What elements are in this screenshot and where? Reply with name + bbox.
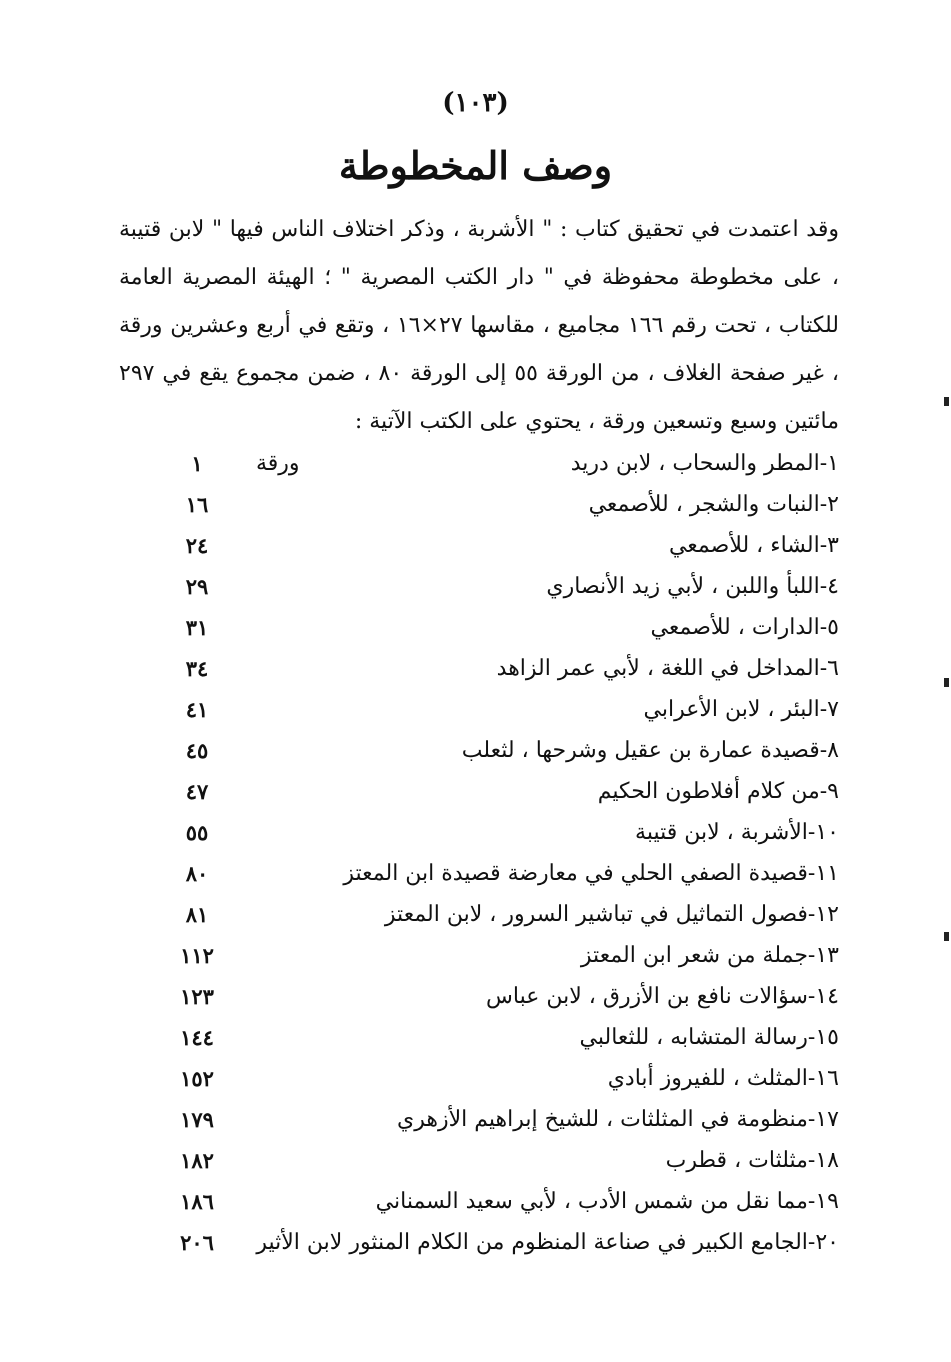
list-item-title: ٧-البئر ، لابن الأعرابي [643, 697, 839, 722]
margin-mark [944, 678, 949, 687]
list-item-title: ١٦-المثلث ، للفيروز أبادي [607, 1066, 839, 1091]
leaf-number: ١٤٤ [180, 1025, 214, 1050]
leaf-number: ١٧٩ [180, 1107, 214, 1132]
leaf-label: ورقة [256, 451, 300, 476]
list-item [119, 1099, 839, 1140]
leaf-number: ٢٠٦ [180, 1230, 214, 1255]
list-item-title: ٩-من كلام أفلاطون الحكيم [597, 779, 839, 804]
list-item-title: ٣-الشاء ، للأصمعي [668, 533, 839, 558]
leaf-number: ١٨٢ [180, 1148, 214, 1173]
leaf-number: ١١٢ [180, 943, 214, 968]
margin-mark [944, 932, 949, 941]
list-item [119, 648, 839, 689]
intro-paragraph-block [119, 206, 839, 446]
list-item [119, 853, 839, 894]
list-item [119, 525, 839, 566]
list-item [119, 1058, 839, 1099]
leaf-number: ١٥٢ [180, 1066, 214, 1091]
list-item-title: ٦-المداخل في اللغة ، لأبي عمر الزاهد [496, 656, 839, 681]
leaf-number: ٤١ [185, 697, 209, 722]
list-item-title: ١٨-مثلثات ، قطرب [665, 1148, 839, 1173]
list-item [119, 1017, 839, 1058]
leaf-number: ٥٥ [185, 820, 209, 845]
leaf-number: ٨١ [185, 902, 209, 927]
contents-list [119, 443, 839, 1263]
list-item-title: ١٢-فصول التماثيل في تباشير السرور ، لابن المعتز [384, 902, 839, 927]
list-item-title: ٨-قصيدة عمارة بن عقيل وشرحها ، لثعلب [461, 738, 839, 763]
list-item [119, 607, 839, 648]
margin-mark [944, 397, 949, 406]
list-item [119, 1140, 839, 1181]
list-item [119, 730, 839, 771]
leaf-number: ٤٧ [185, 779, 209, 804]
list-item-title: ٢-النبات والشجر ، للأصمعي [588, 492, 839, 517]
page-title: وصف المخطوطة [338, 143, 613, 188]
list-item-title: ١٩-مما نقل من شمس الأدب ، لأبي سعيد السمناني [375, 1189, 839, 1214]
page-number: (١٠٣) [442, 88, 509, 118]
list-item [119, 566, 839, 607]
list-item [119, 771, 839, 812]
list-item [119, 894, 839, 935]
list-item [119, 976, 839, 1017]
leaf-number: ٢٤ [185, 533, 209, 558]
list-item [119, 935, 839, 976]
leaf-number: ١ [191, 451, 203, 476]
list-item [119, 1181, 839, 1222]
list-item [119, 1222, 839, 1263]
list-item-title: ١٠-الأشربة ، لابن قتيبة [635, 820, 839, 845]
list-item-title: ١٥-رسالة المتشابه ، للثعالبي [579, 1025, 839, 1050]
list-item-title: ١١-قصيدة الصفي الحلي في معارضة قصيدة ابن المعتز [343, 861, 839, 886]
leaf-number: ٢٩ [185, 574, 209, 599]
list-item-title: ١-المطر والسحاب ، لابن دريد [570, 451, 839, 476]
list-item-title: ١٤-سؤالات نافع بن الأزرق ، لابن عباس [486, 984, 839, 1009]
list-item-title: ٥-الدارات ، للأصمعي [650, 615, 839, 640]
list-item [119, 689, 839, 730]
list-item-title: ٢٠-الجامع الكبير في صناعة المنظوم من الكلام المنثور لابن الأثير [256, 1230, 839, 1255]
leaf-number: ٨٠ [185, 861, 209, 886]
leaf-number: ٣٤ [185, 656, 209, 681]
list-item [119, 443, 839, 484]
list-item [119, 484, 839, 525]
leaf-number: ١٦ [185, 492, 209, 517]
intro-paragraph: وقد اعتمدت في تحقيق كتاب : " الأشربة ، وذكر اختلاف الناس فيها " لابن قتيبة ، على مخطوطة محفوظة في " دار الكتب المصرية " ؛ الهيئة المصرية العامة للكتاب ، تحت رقم ١٦٦ مجاميع ، مقاسها ٢٧×١٦ ، وتقع في أربع وعشرين ورقة ، غير صفحة الغلاف ، من الورقة ٥٥ إلى الورقة ٨٠ ، ضمن مجموع يقع في ٢٩٧ مائتين وسبع وتسعين ورقة ، يحتوي على الكتب الآتية : [119, 217, 840, 434]
leaf-number: ١٢٣ [180, 984, 214, 1009]
list-item-title: ١٧-منظومة في المثلثات ، للشيخ إبراهيم الأزهري [397, 1107, 839, 1132]
list-item-title: ١٣-جملة من شعر ابن المعتز [580, 943, 839, 968]
list-item-title: ٤-اللبأ واللبن ، لأبي زيد الأنصاري [546, 574, 839, 599]
leaf-number: ١٨٦ [180, 1189, 214, 1214]
leaf-number: ٣١ [185, 615, 209, 640]
leaf-number: ٤٥ [185, 738, 209, 763]
list-item [119, 812, 839, 853]
